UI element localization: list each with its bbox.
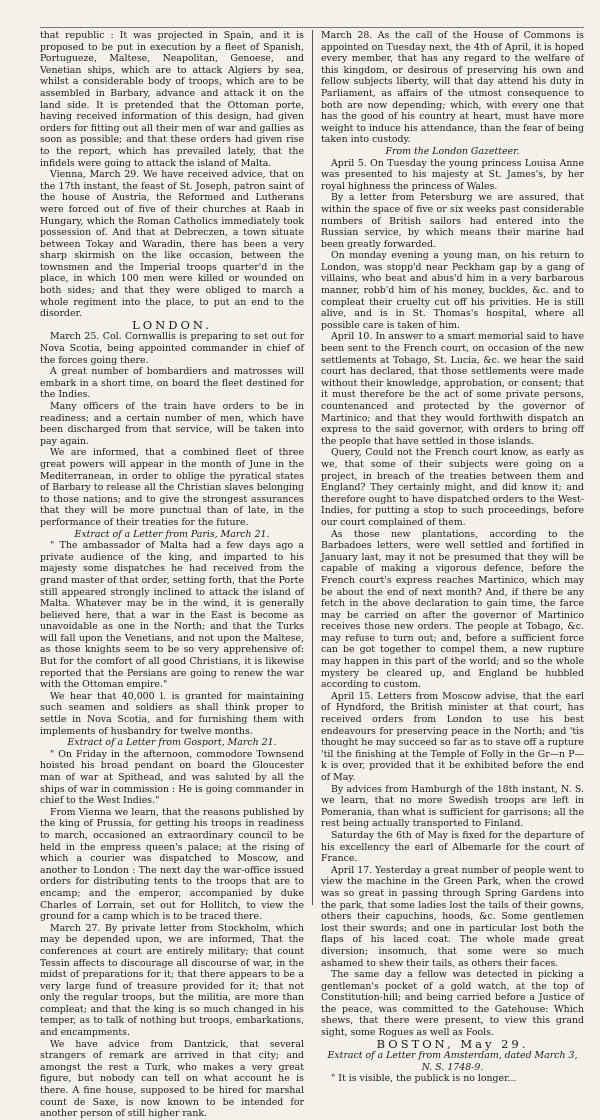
article-paragraph: April 10. In answer to a smart memorial said to have been sent to the French court, on occasion of the new settlements at Tobago, St. Lucia, &c. we hear the said court has declared, that those settlements were made without their knowledge, approbation, or consent; that it must therefore be the act of some private persons, countenanced and protected by the governor of Martinico; and that they would forthwith dispatch an express to the said governor, with orders to bring off the people that have settled in those islands. [321,331,584,447]
article-paragraph: Query, Could not the French court know, as early as we, that some of their subjects were going on a project, in breach of the treaties between them and England? They certainly might, and did know it; and therefore ought to have dispatched orders to the West-Indies, for putting a stop to such proceedings, before our court complained of them. [321,447,584,528]
article-paragraph: March 27. By private letter from Stockholm, which may be depended upon, we are informed, That the conferences at court are entirely military; that count Tessin affects to discourage all discourse of war, in the midst of preparations for it; that there appears to be a very large fund of treasure provided for it; that not only the regular troops, but the militia, are more than compleat; and that the king is so much changed in his temper, as to talk of nothing but troops, embarkations, and encampments. [40,922,304,1039]
article-paragraph: " It is visible, the publick is no longer... [331,1073,517,1085]
article-paragraph: that republic : It was projected in Spain, and it is proposed to be put in execution by a fleet of Spanish, Portugueze, Maltese, Neapolitan, Genoese, and Venetian ships, which are to attack Algiers by sea, whilst a considerable body of troops, which are to be assembled in Barbary, advance and attack it on the land side. It is pretended that the Ottoman porte, having received information of this design, had given orders for fitting out all their men of war and gallies as soon as possible; and that these orders had given rise to the report, which has prevailed lately, that the infidels were going to attack the island of Malta. [40,30,304,169]
article-paragraph: By advices from Hamburgh of the 18th instant, N. S. we learn, that no more Swedish troops are left in Pomerania, than what is sufficient for garrisons; all the rest being actually transported to Finland. [321,783,584,830]
article-paragraph: From Vienna we learn, that the reasons published by the king of Prussia, for getting his troops in readiness to march, occasioned an extraordinary council to be held in the empress queen's palace; at the rising of which a courier was dispatched to Moscow, and another to London : The next day the war-office issued orders for distributing tents to the troops that are to encamp; and the emperor, accompanied by duke Charles of Lorrain, set out for Hollitch, to view the ground for a camp which is to be traced there. [40,806,304,923]
article-paragraph: Saturday the 6th of May is fixed for the departure of his excellency the earl of Albemarle for the court of France. [321,829,584,865]
article-paragraph: March 25. Col. Cornwallis is preparing to set out for Nova Scotia, being appointed commander in chief of the forces going there. [40,331,304,366]
extract-heading: Extract of a Letter from Paris, March 21. [74,528,270,540]
top-rule [40,27,584,28]
article-paragraph: Vienna, March 29. We have received advice, that on the 17th instant, the feast of St. Joseph, patron saint of the house of Austria, the Reformed and Lutherans were forced out of five of their churches at Raab in Hungary, which the Roman Catholics immediately took possession of. And that at Debreczen, a town situate between Tokay and Waradin, there has been a very sharp skirmish on the like occasion, between the townsmen and the Imperial troops quarter'd in the place, in which 100 men were killed or wounded on both sides; and that they were obliged to march a whole regiment into the place, to put an end to the disorder. [40,169,304,320]
article-paragraph: April 5. On Tuesday the young princess Louisa Anne was presented to his majesty at St. James's, by her royal highness the princess of Wales. [321,157,584,192]
article-paragraph: A great number of bombardiers and matrosses will embark in a short time, on board the fleet destined for the Indies. [40,366,304,401]
article-paragraph: April 17. Yesterday a great number of people went to view the machine in the Green Park, when the crowd was so great in passing through Spring Gardens into the park, that some ladies lost the tails of their gowns, others their capuchins, hoods, &c. Some gentlemen lost their swords; and one in particular lost both the flaps of his laced coat. The whole made great diversion; insomuch, that some were so much ashamed to shew their tails, as others their faces. [321,864,585,969]
article-paragraph: By a letter from Petersburg we are assured, that within the space of five or six weeks past considerable numbers of British sailors had entered into the Russian service, by which means their marine had been greatly forwarded. [321,192,584,250]
article-paragraph: We are informed, that a combined fleet of three great powers will appear in the month of June in the Mediterranean, in order to oblige the pyratical states of Barbary to release all the Christian slaves belonging to those nations; and to give the strongest assurances that they will be more punctual than of late, in the performance of their treaties for the future. [40,447,304,528]
extract-heading: Extract of a Letter from Amsterdam, dated March 3, N. S. 1748-9. [327,1050,578,1073]
section-heading: BOSTON, May 29. [376,1036,529,1051]
right-column [312,30,585,1085]
article-paragraph: We have advice from Dantzick, that several strangers of remark are arrived in that city; and amongst the rest a Turk, who makes a very great figure, but nobody can tell on what account he is there. A fine house, supposed to be hired for marshal count de Saxe, is now known to be intended for another person of still higher rank. [40,1038,304,1120]
article-paragraph: " On Friday in the afternoon, commodore Townsend hoisted his broad pendant on board the Gloucester man of war at Spithead, and was saluted by all the ships of war in commission : He is going commander in chief to the West Indies." [40,748,304,807]
article-paragraph: On monday evening a young man, on his return to London, was stopp'd near Peckham gap by a gang of villains, who beat and abus'd him in a very barbarous manner, robb'd him of his money, buckles, &c. and to compleat their cruelty cut off his privities. He is still alive, and is in St. Thomas's hospital, where all possible care is taken of him. [321,250,584,331]
article-paragraph: April 15. Letters from Moscow advise, that the earl of Hyndford, the British minister at that court, has received orders from London to use his best endeavours for preserving peace in the North; and 'tis thought he may succeed so far as to stave off a rupture 'til the finishing at the Temple of Folly in the Gr—n P—k is over, provided that it be exhibited before the end of May. [321,690,584,783]
article-paragraph: " The ambassador of Malta had a few days ago a private audience of the king, and imparted to his majesty some dispatches he had received from the grand master of that order, setting forth, that the Porte still appeared strongly inclined to attack the island of Malta. Whatever may be in the wind, it is generally believed here, that a war in the East is become as unavoidable as one in the North; and that the Turks will fall upon the Venetians, and not upon the Maltese, as those knights seem to be so very apprehensive of: But for the comfort of all good Christians, it is likewise reported that the Persians are going to renew the war with the Ottoman empire." [40,540,304,691]
source-subhead: From the London Gazetteer. [385,145,520,157]
article-paragraph: As those new plantations, according to the Barbadoes letters, were well settled and fortified in January last, may it not be presumed that they will be capable of making a vigorous defence, before the French court's express reaches Martinico, which may be about the end of next month? And, if there be any fetch in the above declaration to gain time, the farce may be carried on after the governor of Martinico receives those new orders. The people at Tobago, &c. may refuse to turn out; and, before a sufficient force can be got together to compel them, a new rupture may happen in this part of the world; and so the whole mystery be cleared up, and England be hubbled according to custom. [321,528,584,691]
article-paragraph: The same day a fellow was detected in picking a gentleman's pocket of a gold watch, at the top of Constitution-hill; and being carried before a Justice of the peace, was committed to the Gatehouse: Which shews, that there were present, to view this grand sight, some Rogues as well as Fools. [321,969,584,1039]
section-heading: LONDON. [132,317,212,332]
extract-heading: Extract of a Letter from Gosport, March 21. [67,737,277,749]
article-paragraph: We hear that 40,000 l. is granted for maintaining such seamen and soldiers as shall think proper to settle in Nova Scotia, and for furnishing them with implements of husbandry for twelve months. [40,690,304,737]
columns [40,30,585,1120]
left-column [40,30,312,1120]
article-paragraph: Many officers of the train have orders to be in readiness; and a certain number of men, which have been discharged from that service, will be taken into pay again. [40,401,304,447]
article-paragraph: March 28. As the call of the House of Commons is appointed on Tuesday next, the 4th of April, it is hoped every member, that has any regard to the welfare of this kingdom, or desirous of preserving his own and fellow subjects liberty, will that day attend his duty in Parliament, as affairs of the utmost consequence to both are now depending; which, with every one that has the good of his country at heart, must have more weight to induce his attendance, than the fear of being taken into custody. [321,30,584,146]
